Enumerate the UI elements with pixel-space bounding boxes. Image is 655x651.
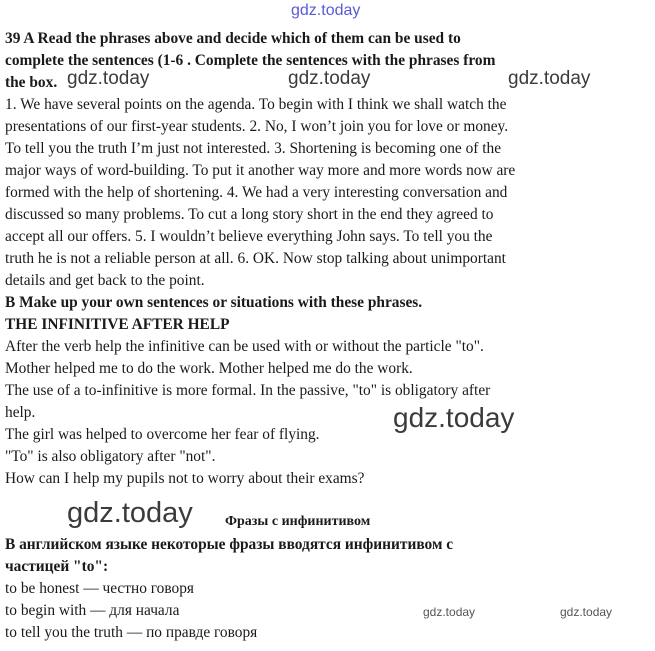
grammar-line: The use of a to-infinitive is more formal. In the passive, "to" is obligatory after xyxy=(5,382,491,399)
exercise-body-line: major ways of word-building. To put it another way more and more words now are xyxy=(5,162,516,179)
watermark-mid-right: gdz.today xyxy=(393,402,515,433)
grammar-line: Mother helped me to do the work. Mother helped me do the work. xyxy=(5,360,413,377)
exercise-body-line: To tell you the truth I’m just not interested. 3. Shortening is becoming one of the xyxy=(5,140,502,157)
grammar-line: "To" is also obligatory after "not". xyxy=(5,448,216,465)
exercise-body-line: discussed so many problems. To cut a long story short in the end they agreed to xyxy=(5,206,494,223)
phrases-intro-line-2: частицей "to": xyxy=(5,558,109,575)
phrase-item: to begin with — для начала xyxy=(5,602,180,619)
exercise-body-line: 1. We have several points on the agenda. To begin with I think we shall watch the xyxy=(5,96,507,113)
watermark-big-left: gdz.today xyxy=(67,497,193,529)
phrases-heading: Фразы с инфинитивом xyxy=(225,514,371,529)
exercise-body-line: truth he is not a reliable person at all. 6. OK. Now stop talking about unimportant xyxy=(5,250,506,267)
exercise-part-b: B Make up your own sentences or situations with these phrases. xyxy=(5,294,423,311)
phrases-intro-line-1: В английском языке некоторые фразы вводятся инфинитивом с xyxy=(5,536,454,553)
grammar-line: help. xyxy=(5,404,36,421)
exercise-title-line-1: 39 A Read the phrases above and decide which of them can be used to xyxy=(5,30,461,47)
watermark-row1-b: gdz.today xyxy=(288,68,371,89)
exercise-body-line: details and get back to the point. xyxy=(5,272,205,289)
exercise-body-line: formed with the help of shortening. 4. We had a very interesting conversation and xyxy=(5,184,508,201)
watermark-small-a: gdz.today xyxy=(423,605,476,619)
exercise-title-line-2: complete the sentences (1-6 . Complete the sentences with the phrases from xyxy=(5,52,496,69)
watermark-small-b: gdz.today xyxy=(560,605,613,619)
grammar-line: After the verb help the infinitive can be used with or without the particle "to". xyxy=(5,338,484,355)
grammar-line: How can I help my pupils not to worry about their exams? xyxy=(5,470,365,487)
exercise-title-line-3: the box. xyxy=(5,74,58,91)
watermark-row1-a: gdz.today xyxy=(67,68,150,89)
grammar-heading: THE INFINITIVE AFTER HELP xyxy=(5,316,230,333)
phrase-item: to tell you the truth — по правде говоря xyxy=(5,624,258,641)
phrase-item: to be honest — честно говоря xyxy=(5,580,195,597)
watermark-row1-c: gdz.today xyxy=(508,68,591,89)
exercise-body-line: presentations of our first-year students. 2. No, I won’t join you for love or money. xyxy=(5,118,509,135)
grammar-line: The girl was helped to overcome her fear of flying. xyxy=(5,426,320,443)
watermark-top: gdz.today xyxy=(291,2,361,19)
exercise-body-line: accept all our offers. 5. I wouldn’t believe everything John says. To tell you the xyxy=(5,228,493,245)
